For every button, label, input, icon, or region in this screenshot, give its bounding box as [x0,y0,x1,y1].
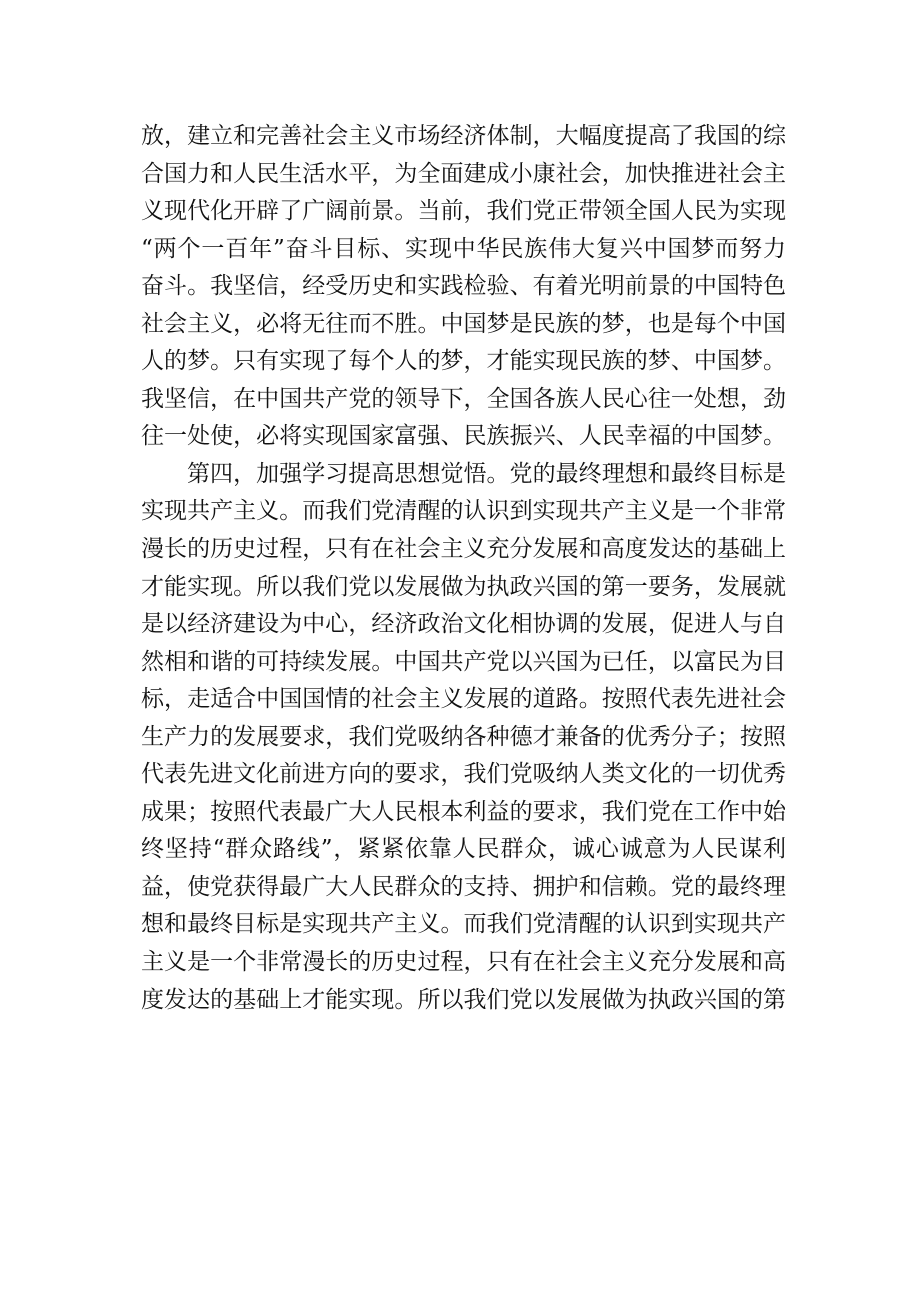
text-line: 往一处使，必将实现国家富强、民族振兴、人民幸福的中国梦。 [141,423,786,450]
text-line: 标，走适合中国国情的社会主义发展的道路。按照代表先进社会 [141,686,786,713]
text-line: “两个一百年”奋斗目标、实现中华民族伟大复兴中国梦而努力 [141,235,786,262]
text-line: 人的梦。只有实现了每个人的梦，才能实现民族的梦、中国梦。 [141,348,786,375]
text-line: 终坚持“群众路线”，紧紧依靠人民群众，诚心诚意为人民谋利 [141,836,786,863]
text-line: 想和最终目标是实现共产主义。而我们党清醒的认识到实现共产 [141,911,786,938]
text-line: 生产力的发展要求，我们党吸纳各种德才兼备的优秀分子；按照 [141,723,786,750]
text-line: 然相和谐的可持续发展。中国共产党以兴国为已任，以富民为目 [141,648,786,675]
text-line: 主义是一个非常漫长的历史过程，只有在社会主义充分发展和高 [141,949,786,976]
text-line: 放，建立和完善社会主义市场经济体制，大幅度提高了我国的综 [141,123,786,149]
text-line: 漫长的历史过程，只有在社会主义充分发展和高度发达的基础上 [141,536,786,563]
text-line: 才能实现。所以我们党以发展做为执政兴国的第一要务，发展就 [141,573,786,600]
text-line: 奋斗。我坚信，经受历史和实践检验、有着光明前景的中国特色 [141,273,786,300]
text-line: 度发达的基础上才能实现。所以我们党以发展做为执政兴国的第 [141,986,786,1013]
text-line: 义现代化开辟了广阔前景。当前，我们党正带领全国人民为实现 [141,198,786,225]
text-line: 是以经济建设为中心，经济政治文化相协调的发展，促进人与自 [141,611,786,638]
text-line: 社会主义，必将无往而不胜。中国梦是民族的梦，也是每个中国 [141,310,786,337]
text-line: 我坚信，在中国共产党的领导下，全国各族人民心往一处想，劲 [141,385,786,412]
document-body [141,118,786,1019]
text-line: 成果；按照代表最广大人民根本利益的要求，我们党在工作中始 [141,798,786,825]
text-line: 益，使党获得最广大人民群众的支持、拥护和信赖。党的最终理 [141,873,786,900]
text-line: 代表先进文化前进方向的要求，我们党吸纳人类文化的一切优秀 [141,761,786,788]
text-line: 实现共产主义。而我们党清醒的认识到实现共产主义是一个非常 [141,498,786,525]
text-line: 合国力和人民生活水平，为全面建成小康社会，加快推进社会主 [141,160,786,187]
paragraph-first-line: 第四，加强学习提高思想觉悟。党的最终理想和最终目标是 [187,460,786,487]
